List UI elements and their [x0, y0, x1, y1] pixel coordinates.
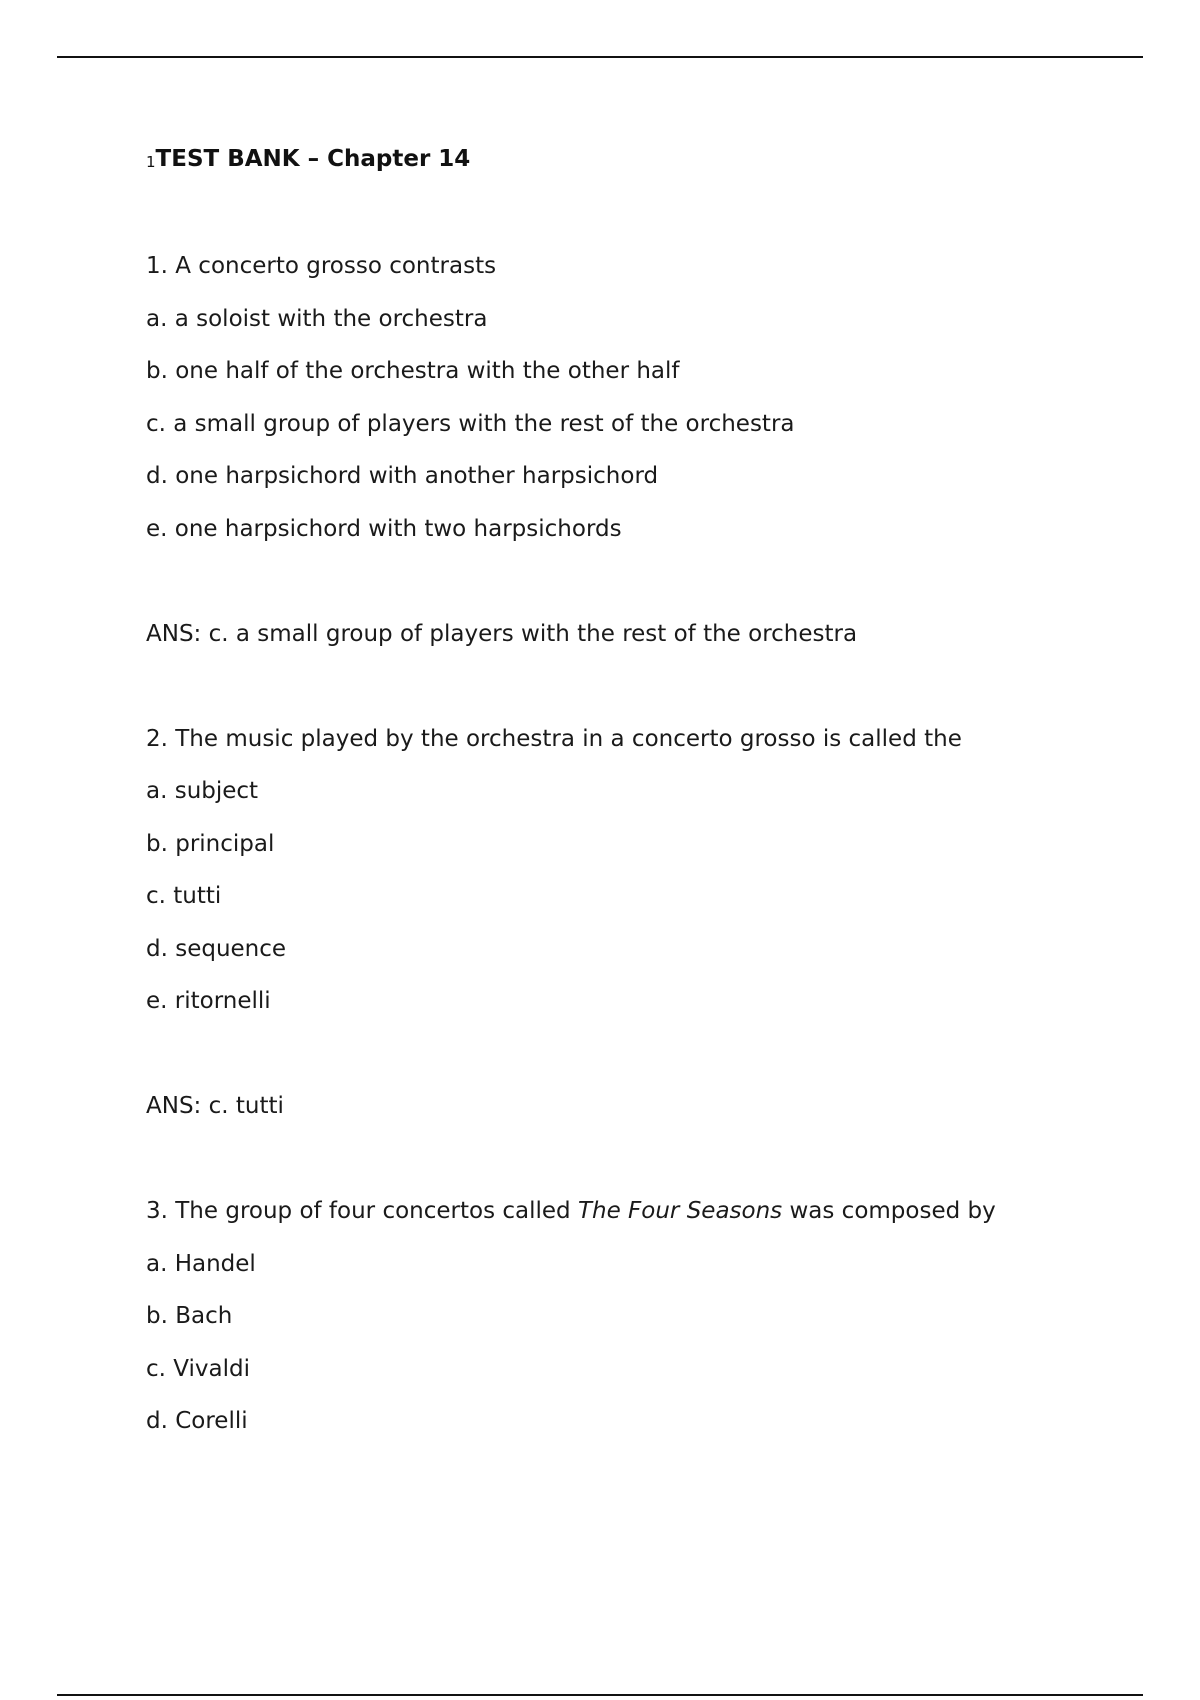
question-2	[146, 724, 1106, 1197]
option-d: d. Corelli	[146, 1408, 248, 1434]
title-text: TEST BANK – Chapter 14	[155, 146, 471, 172]
top-rule	[57, 56, 1143, 58]
bottom-rule	[57, 1694, 1143, 1696]
option-b: b. principal	[146, 830, 275, 857]
stem-suffix: was composed by	[782, 1198, 996, 1224]
option-b: b. one half of the orchestra with the other half	[146, 358, 680, 384]
option-e: e. one harpsichord with two harpsichords	[146, 515, 622, 542]
option-d: d. sequence	[146, 935, 287, 962]
option-d: d. one harpsichord with another harpsichord	[146, 463, 659, 489]
work-title: The Four Seasons	[577, 1198, 783, 1224]
question-stem: 1. A concerto grosso contrasts	[146, 253, 497, 279]
question-stem	[146, 1196, 1106, 1249]
option-c: c. a small group of players with the rest of the orchestra	[146, 410, 795, 437]
question-1	[146, 251, 1106, 724]
question-stem: 2. The music played by the orchestra in a concerto grosso is called the	[146, 725, 962, 752]
footnote-marker: 1	[146, 153, 156, 171]
option-c: c. tutti	[146, 883, 222, 909]
option-b: b. Bach	[146, 1303, 233, 1329]
option-a: a. Handel	[146, 1250, 256, 1277]
question-3	[146, 1196, 1106, 1459]
answer: ANS: c. a small group of players with the rest of the orchestra	[146, 620, 858, 647]
option-a: a. subject	[146, 778, 259, 804]
answer: ANS: c. tutti	[146, 1093, 284, 1119]
stem-prefix: 3. The group of four concertos called	[146, 1198, 578, 1224]
option-c: c. Vivaldi	[146, 1355, 250, 1382]
page-content	[146, 144, 1106, 1459]
page-title	[146, 144, 1106, 176]
option-a: a. a soloist with the orchestra	[146, 305, 488, 332]
option-e: e. ritornelli	[146, 988, 271, 1014]
